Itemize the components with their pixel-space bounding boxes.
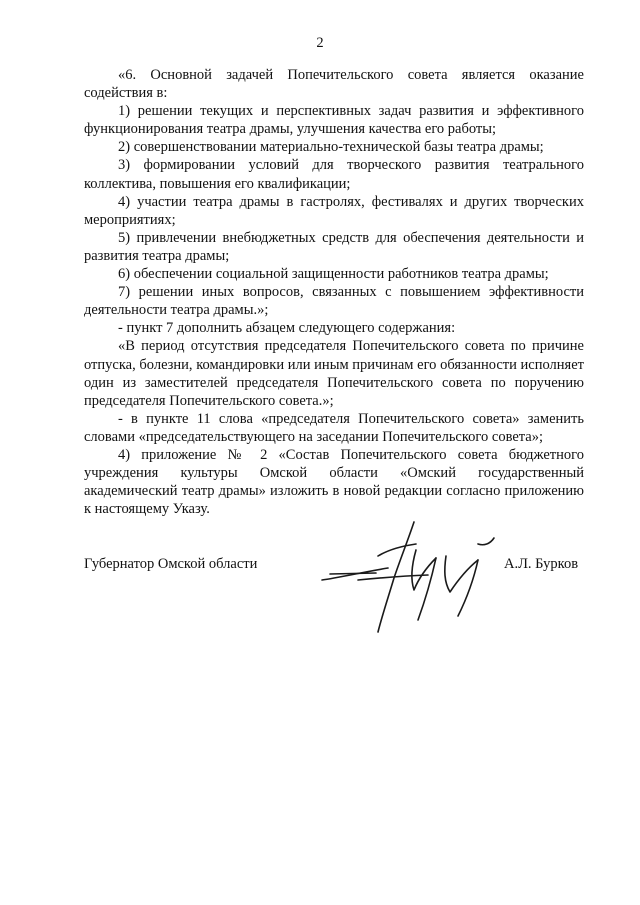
paragraph-2: 1) решении текущих и перспективных задач развития и эффективного функционирования театра драмы, улучшения качества его работы; — [84, 103, 584, 138]
paragraph-10: «В период отсутствия председателя Попечительского совета по причине отпуска, болезни, командировки или иным причинам его обязанности исполняет один из заместителей председателя Попечительского совета по поручению председателя Попечительского совета.»; — [84, 338, 584, 409]
paragraph-8: 7) решении иных вопросов, связанных с повышением эффективности деятельности театра драмы.»; — [84, 284, 584, 319]
paragraph-3: 2) совершенствовании материально-технической базы театра драмы; — [118, 139, 544, 156]
paragraph-4: 3) формировании условий для творческого развития театрального коллектива, повышения его квалификации; — [84, 157, 584, 192]
paragraph-5: 4) участии театра драмы в гастролях, фестивалях и других творческих мероприятиях; — [84, 193, 584, 228]
paragraph-11: - в пункте 11 слова «председателя Попечительского совета» заменить словами «председательствующего на заседании Попечительского совета»; — [84, 410, 584, 445]
paragraph-6: 5) привлечении внебюджетных средств для обеспечения деятельности и развития театра драмы; — [84, 229, 584, 264]
paragraph-7: 6) обеспечении социальной защищенности работников театра драмы; — [118, 266, 549, 283]
signatory-position: Губернатор Омской области — [84, 556, 258, 572]
document-body — [84, 66, 584, 518]
signature-block — [0, 520, 640, 640]
paragraph-9: - пункт 7 дополнить абзацем следующего содержания: — [118, 320, 456, 337]
paragraph-12: 4) приложение № 2 «Состав Попечительского совета бюджетного учреждения культуры Омской области «Омский государственный академический театр драмы» изложить в новой редакции согласно приложению к настоящему Указу. — [84, 446, 584, 518]
handwritten-signature — [318, 520, 498, 638]
paragraph-1: «6. Основной задачей Попечительского совета является оказание содействия в: — [84, 67, 584, 102]
signatory-name: А.Л. Бурков — [504, 556, 579, 572]
page-number: 2 — [316, 35, 324, 51]
